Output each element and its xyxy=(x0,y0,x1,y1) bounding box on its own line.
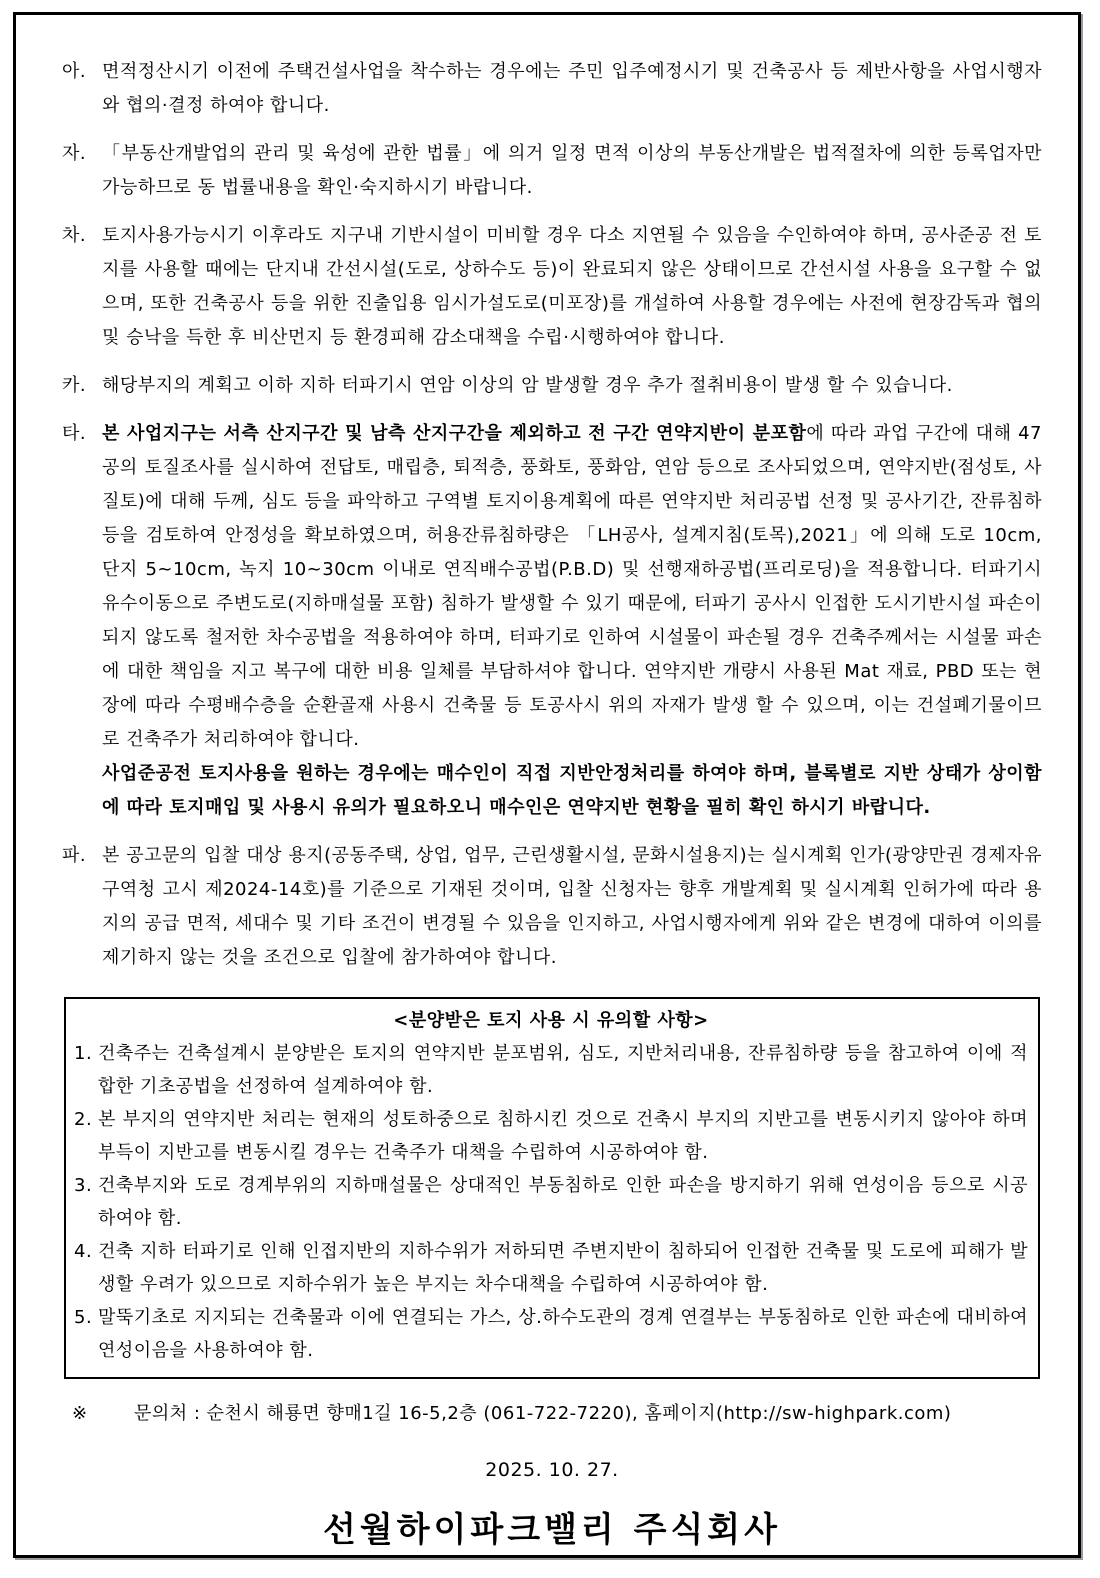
paragraph-ah-label: 아. xyxy=(62,61,87,82)
paragraph-cha xyxy=(62,219,1042,355)
notice-item-1-number: 1. xyxy=(74,1043,93,1064)
company-name: 선월하이파크밸리 주식회사 xyxy=(323,1510,781,1550)
notice-item-2-number: 2. xyxy=(74,1109,93,1130)
notice-item-3 xyxy=(74,1169,1028,1235)
paragraph-ja-text: 「부동산개발업의 관리 및 육성에 관한 법률」에 의거 일정 면적 이상의 부동산개발은 법적절차에 의한 등록업자만 가능하므로 동 법률내용을 확인·숙지하시기 바랍니다. xyxy=(102,143,1042,198)
paragraph-ta-bold-note: 사업준공전 토지사용을 원하는 경우에는 매수인이 직접 지반안정처리를 하여야 하며, 블록별로 지반 상태가 상이함에 따라 토지매입 및 사용시 유의가 필요하오니 매수인은 연약지반 현황을 필히 확인 하시기 바랍니다. xyxy=(102,763,1042,818)
paragraph-ja-label: 자. xyxy=(62,143,87,164)
notice-item-4-text: 건축 지하 터파기로 인해 인접지반의 지하수위가 저하되면 주변지반이 침하되어 인접한 건축물 및 도로에 피해가 발생할 우려가 있으므로 지하수위가 높은 부지는 차수대책을 수립하여 시공하여야 함. xyxy=(98,1241,1028,1295)
contact-info: 문의처 : 순천시 해룡면 향매1길 16-5,2층 (061-722-7220), 홈페이지(http://sw-highpark.com) xyxy=(134,1403,952,1424)
paragraph-ta xyxy=(62,417,1042,825)
paragraph-ta-bold-intro: 본 사업지구는 서측 산지구간 및 남측 산지구간을 제외하고 전 구간 연약지반이 분포함 xyxy=(102,423,807,444)
document-page xyxy=(13,12,1081,1558)
document-content xyxy=(16,15,1078,1550)
notice-item-3-text: 건축부지와 도로 경계부위의 지하매설물은 상대적인 부동침하로 인한 파손을 방지하기 위해 연성이음 등으로 시공하여야 함. xyxy=(98,1175,1028,1229)
paragraph-ta-label: 타. xyxy=(62,423,87,444)
reference-mark: ※ xyxy=(72,1403,88,1424)
notice-item-2 xyxy=(74,1103,1028,1169)
paragraph-ja xyxy=(62,137,1042,205)
notice-item-4-number: 4. xyxy=(74,1241,93,1262)
paragraph-pa-label: 파. xyxy=(62,845,87,866)
notice-item-2-text: 본 부지의 연약지반 처리는 현재의 성토하중으로 침하시킨 것으로 건축시 부지의 지반고를 변동시키지 않아야 하며 부득이 지반고를 변동시킬 경우는 건축주가 대책을 수립하여 시공하여야 함. xyxy=(98,1109,1028,1163)
notice-box-title: <분양받은 토지 사용 시 유의할 사항> xyxy=(393,1010,709,1031)
notice-item-3-number: 3. xyxy=(74,1175,93,1196)
paragraph-ta-body: 에 따라 과업 구간에 대해 47공의 토질조사를 실시하여 전답토, 매립층, 퇴적층, 풍화토, 풍화암, 연암 등으로 조사되었으며, 연약지반(점성토, 사질토)에 대해 두께, 심도 등을 파악하고 구역별 토지이용계획에 따른 연약지반 처리공법 선정 및 공사기간, 잔류침하 등을 검토하여 안정성을 확보하였으며, 허용잔류침하량은 「LH공사, 설계지침(토목),2021」에 의해 도로 10cm, 단지 5~10cm, 녹지 10~30cm 이내로 연직배수공법(P.B.D) 및 선행재하공법(프리로딩)을 적용합니다. 터파기시 유수이동으로 주변도로(지하매설물 포함) 침하가 발생할 수 있기 때문에, 터파기 공사시 인접한 도시기반시설 파손이 되지 않도록 철저한 차수공법을 적용하여야 하며, 터파기로 인하여 시설물이 파손될 경우 건축주께서는 시설물 파손에 대한 책임을 지고 복구에 대한 비용 일체를 부담하셔야 합니다. 연약지반 개량시 사용된 Mat 재료, PBD 또는 현장에 따라 수평배수층을 순환골재 사용시 건축물 등 토공사시 위의 자재가 발생 할 수 있으며, 이는 건설폐기물이므로 건축주가 처리하여야 합니다. xyxy=(102,423,1042,750)
notice-box xyxy=(64,997,1040,1379)
paragraph-pa-text: 본 공고문의 입찰 대상 용지(공동주택, 상업, 업무, 근린생활시설, 문화시설용지)는 실시계획 인가(광양만권 경제자유구역청 고시 제2024-14호)를 기준으로 기재된 것이며, 입찰 신청자는 향후 개발계획 및 실시계획 인허가에 따라 용지의 공급 면적, 세대수 및 기타 조건이 변경될 수 있음을 인지하고, 사업시행자에게 위와 같은 변경에 대하여 이의를 제기하지 않는 것을 조건으로 입찰에 참가하여야 합니다. xyxy=(102,845,1042,968)
notice-item-5-number: 5. xyxy=(74,1307,93,1328)
contact-line xyxy=(62,1397,1042,1431)
notice-item-5-text: 말뚝기초로 지지되는 건축물과 이에 연결되는 가스, 상.하수도관의 경계 연결부는 부동침하로 인한 파손에 대비하여 연성이음을 사용하여야 함. xyxy=(98,1307,1028,1361)
paragraph-cha-label: 차. xyxy=(62,225,87,246)
paragraph-ah-text: 면적정산시기 이전에 주택건설사업을 착수하는 경우에는 주민 입주예정시기 및 건축공사 등 제반사항을 사업시행자와 협의·결정 하여야 합니다. xyxy=(102,61,1042,116)
paragraph-cha-text: 토지사용가능시기 이후라도 지구내 기반시설이 미비할 경우 다소 지연될 수 있음을 수인하여야 하며, 공사준공 전 토지를 사용할 때에는 단지내 간선시설(도로, 상하수도 등)이 완료되지 않은 상태이므로 간선시설 사용을 요구할 수 없으며, 또한 건축공사 등을 위한 진출입용 임시가설도로(미포장)를 개설하여 사용할 경우에는 사전에 현장감독과 협의 및 승낙을 득한 후 비산먼지 등 환경피해 감소대책을 수립·시행하여야 합니다. xyxy=(102,225,1042,348)
notice-item-1-text: 건축주는 건축설계시 분양받은 토지의 연약지반 분포범위, 심도, 지반처리내용, 잔류침하량 등을 참고하여 이에 적합한 기초공법을 선정하여 설계하여야 함. xyxy=(98,1043,1028,1097)
paragraph-ah xyxy=(62,55,1042,123)
paragraph-ka-text: 해당부지의 계획고 이하 지하 터파기시 연암 이상의 암 발생할 경우 추가 절취비용이 발생 할 수 있습니다. xyxy=(102,375,953,396)
notice-item-5 xyxy=(74,1301,1028,1367)
paragraph-ka-label: 카. xyxy=(62,375,87,396)
notice-item-4 xyxy=(74,1235,1028,1301)
paragraph-ta-text xyxy=(102,417,1042,825)
paragraph-ka xyxy=(62,369,1042,403)
notice-item-1 xyxy=(74,1037,1028,1103)
notice-date: 2025. 10. 27. xyxy=(485,1459,619,1481)
paragraph-pa xyxy=(62,839,1042,975)
